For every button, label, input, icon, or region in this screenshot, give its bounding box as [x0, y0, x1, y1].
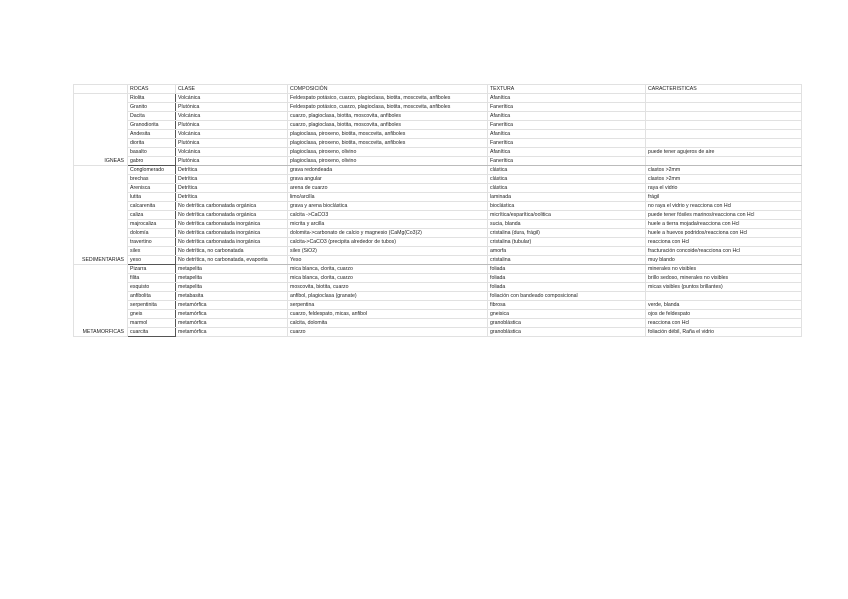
cell-textura: Fanerítica — [488, 157, 646, 166]
cell-caracteristicas: raya el vidrio — [646, 184, 802, 193]
table-row — [74, 121, 802, 130]
cell-clase: Detrítica — [176, 175, 288, 184]
cell-caracteristicas — [646, 292, 802, 301]
cell-caracteristicas: minerales no visibles — [646, 265, 802, 274]
cell-caracteristicas: fracturación concoide/reacciona con Hcl — [646, 247, 802, 256]
cell-clase: metapelita — [176, 265, 288, 274]
cell-clase: Detrítica — [176, 193, 288, 202]
table-row — [74, 148, 802, 157]
cell-caracteristicas: puede tener agujeros de aire — [646, 148, 802, 157]
cell-textura: Afanítica — [488, 94, 646, 103]
cell-rocas: cuarcita — [128, 328, 176, 337]
table-row — [74, 274, 802, 283]
cell-caracteristicas: huele a tierra mojada/reacciona con Hcl — [646, 220, 802, 229]
table-row — [74, 202, 802, 211]
cell-caracteristicas — [646, 94, 802, 103]
table-row — [74, 139, 802, 148]
table-row — [74, 175, 802, 184]
cell-composicion: cuarzo, plagioclasa, biotita, moscovita, anfiboles — [288, 121, 488, 130]
cell-textura: clástica — [488, 184, 646, 193]
cell-rocas: caliza — [128, 211, 176, 220]
cell-textura: gneisica — [488, 310, 646, 319]
cell-textura: Afanítica — [488, 148, 646, 157]
cell-caracteristicas — [646, 103, 802, 112]
cell-rocas: Pizarra — [128, 265, 176, 274]
header-cell-composicion: COMPOSICIÓN — [288, 85, 488, 94]
table-row — [74, 130, 802, 139]
cell-textura: granoblástica — [488, 328, 646, 337]
spreadsheet — [73, 84, 801, 337]
cell-caracteristicas: muy blando — [646, 256, 802, 265]
cell-rocas: gneis — [128, 310, 176, 319]
cell-composicion: calcita, dolomita — [288, 319, 488, 328]
cell-clase: No detrítica, no carbonatada, evaporita — [176, 256, 288, 265]
table-row — [74, 220, 802, 229]
cell-clase: Plutónica — [176, 157, 288, 166]
cell-composicion: calcita ->CaCO3 — [288, 211, 488, 220]
cell-rocas: anfibolita — [128, 292, 176, 301]
cell-composicion: serpentina — [288, 301, 488, 310]
cell-rocas: basalto — [128, 148, 176, 157]
cell-clase: No detrítica, no carbonatada — [176, 247, 288, 256]
header-cell-rocas: ROCAS — [128, 85, 176, 94]
cell-caracteristicas: frágil — [646, 193, 802, 202]
table-row — [74, 166, 802, 175]
cell-caracteristicas: verde, blanda — [646, 301, 802, 310]
cell-clase: Volcánica — [176, 130, 288, 139]
table-row — [74, 310, 802, 319]
cell-rocas: lutita — [128, 193, 176, 202]
table-row — [74, 328, 802, 337]
table-row — [74, 112, 802, 121]
cell-composicion: grava y arena bioclástica — [288, 202, 488, 211]
cell-textura: micrítica/esparítica/oolitica — [488, 211, 646, 220]
cell-clase: metabasita — [176, 292, 288, 301]
cell-rocas: Arenisca — [128, 184, 176, 193]
cell-clase: metapelita — [176, 283, 288, 292]
cell-clase: Volcánica — [176, 112, 288, 121]
cell-textura: Fanerítica — [488, 139, 646, 148]
cell-clase: Volcánica — [176, 94, 288, 103]
cell-textura: foliación con bandeado composicional — [488, 292, 646, 301]
cell-clase: Plutónica — [176, 121, 288, 130]
cell-textura: amorfa — [488, 247, 646, 256]
cell-rocas: majrocaliza — [128, 220, 176, 229]
cell-textura: cristalina — [488, 256, 646, 265]
cell-rocas: travertino — [128, 238, 176, 247]
cell-composicion: mica blanca, clorita, cuarzo — [288, 265, 488, 274]
cell-clase: No detrítica carbonatada orgánica — [176, 202, 288, 211]
cell-clase: metapelita — [176, 274, 288, 283]
table-row — [74, 256, 802, 265]
cell-composicion: anfibol, plagioclasa (granate) — [288, 292, 488, 301]
rock-table — [73, 84, 802, 337]
cell-clase: metamórfica — [176, 319, 288, 328]
cell-clase: No detrítica carbonatada inorgánica — [176, 238, 288, 247]
header-cell-textura: TEXTURA — [488, 85, 646, 94]
cell-textura: sucia, blanda — [488, 220, 646, 229]
table-row — [74, 229, 802, 238]
cell-caracteristicas — [646, 112, 802, 121]
cell-rocas: esquisto — [128, 283, 176, 292]
cell-caracteristicas: reacciona con Hcl — [646, 319, 802, 328]
cell-textura: clástica — [488, 175, 646, 184]
cell-clase: metamórfica — [176, 310, 288, 319]
group-label: SEDIMENTARIAS — [74, 166, 128, 265]
cell-composicion: grava angular — [288, 175, 488, 184]
table-body — [74, 94, 802, 337]
table-row — [74, 247, 802, 256]
cell-rocas: dolomía — [128, 229, 176, 238]
cell-textura: Fanerítica — [488, 121, 646, 130]
cell-clase: Detrítica — [176, 166, 288, 175]
cell-rocas: Conglomerado — [128, 166, 176, 175]
cell-textura: fibrosa — [488, 301, 646, 310]
cell-clase: metamórfica — [176, 328, 288, 337]
cell-textura: cristalina (dura, frágil) — [488, 229, 646, 238]
cell-rocas: Riolita — [128, 94, 176, 103]
cell-caracteristicas: huele a huevos podridos/reacciona con Hcl — [646, 229, 802, 238]
table-row — [74, 319, 802, 328]
header-row — [74, 85, 802, 94]
cell-textura: cristalina (tubular) — [488, 238, 646, 247]
cell-composicion: arena de cuarzo — [288, 184, 488, 193]
header-cell-group — [74, 85, 128, 94]
table-row — [74, 103, 802, 112]
cell-textura: Afanítica — [488, 130, 646, 139]
header-cell-clase: CLASE — [176, 85, 288, 94]
header-cell-caracteristicas: CARACTERISTICAS — [646, 85, 802, 94]
cell-rocas: brechas — [128, 175, 176, 184]
table-row — [74, 184, 802, 193]
cell-caracteristicas: no raya el vidrio y reacciona con Hcl — [646, 202, 802, 211]
table-row — [74, 94, 802, 103]
group-label: METAMORFICAS — [74, 265, 128, 337]
cell-textura: foliada — [488, 265, 646, 274]
cell-composicion: cuarzo, feldespato, micas, anfibol — [288, 310, 488, 319]
cell-caracteristicas: puede tener fósiles marinos/reacciona con Hcl — [646, 211, 802, 220]
cell-textura: foliada — [488, 274, 646, 283]
table-row — [74, 193, 802, 202]
cell-clase: Volcánica — [176, 148, 288, 157]
cell-clase: metamórfica — [176, 301, 288, 310]
cell-composicion: calcita->CaCO3 (precipita alrededor de tubos) — [288, 238, 488, 247]
cell-caracteristicas: ojos de feldespato — [646, 310, 802, 319]
cell-caracteristicas: clastos >2mm — [646, 175, 802, 184]
cell-clase: Detrítica — [176, 184, 288, 193]
cell-composicion: Feldespato potásico, cuarzo, plagioclasa, biotita, moscovita, anfiboles — [288, 103, 488, 112]
cell-textura: clástica — [488, 166, 646, 175]
cell-caracteristicas: foliación débil, Raña el vidrio — [646, 328, 802, 337]
cell-composicion: limo/arcilla — [288, 193, 488, 202]
table-row — [74, 157, 802, 166]
cell-composicion: moscovita, biotita, cuarzo — [288, 283, 488, 292]
cell-textura: Fanerítica — [488, 103, 646, 112]
cell-rocas: gabro — [128, 157, 176, 166]
table-row — [74, 301, 802, 310]
cell-clase: No detrítica carbonatada inorgánica — [176, 229, 288, 238]
cell-caracteristicas: clastos >2mm — [646, 166, 802, 175]
cell-composicion: grava redondeada — [288, 166, 488, 175]
cell-rocas: silex — [128, 247, 176, 256]
cell-composicion: Yeso — [288, 256, 488, 265]
cell-composicion: mica blanca, clorita, cuarzo — [288, 274, 488, 283]
table-row — [74, 238, 802, 247]
cell-rocas: Dacita — [128, 112, 176, 121]
table-row — [74, 283, 802, 292]
cell-textura: Afanítica — [488, 112, 646, 121]
cell-caracteristicas — [646, 121, 802, 130]
cell-textura: foliada — [488, 283, 646, 292]
cell-textura: bioclástica — [488, 202, 646, 211]
cell-caracteristicas — [646, 157, 802, 166]
cell-composicion: Feldespato potásico, cuarzo, plagioclasa, biotita, moscovita, anfiboles — [288, 94, 488, 103]
cell-rocas: yeso — [128, 256, 176, 265]
table-row — [74, 265, 802, 274]
cell-composicion: plagioclasa, piroxeno, biotita, moscovita, anfiboles — [288, 139, 488, 148]
cell-caracteristicas: micas visibles (puntos brillantes) — [646, 283, 802, 292]
cell-rocas: Andesita — [128, 130, 176, 139]
cell-clase: No detrítica carbonatada orgánica — [176, 211, 288, 220]
cell-composicion: dolomita->carbonato de calcio y magnesio (CaMg(Co3)2) — [288, 229, 488, 238]
cell-clase: No detrítica carbonatada inorgánica — [176, 220, 288, 229]
cell-rocas: filita — [128, 274, 176, 283]
cell-textura: granoblástica — [488, 319, 646, 328]
cell-caracteristicas — [646, 139, 802, 148]
cell-rocas: diorita — [128, 139, 176, 148]
cell-composicion: silex (SiO2) — [288, 247, 488, 256]
cell-composicion: plagioclasa, piroxeno, biotita, moscovita, anfiboles — [288, 130, 488, 139]
cell-caracteristicas: brillo sedoso, minerales no visibles — [646, 274, 802, 283]
cell-clase: Plutónica — [176, 103, 288, 112]
cell-composicion: plagioclasa, piroxeno, olivino — [288, 157, 488, 166]
cell-rocas: Granito — [128, 103, 176, 112]
cell-textura: laminada — [488, 193, 646, 202]
cell-rocas: calcarenita — [128, 202, 176, 211]
cell-composicion: cuarzo, plagioclasa, biotita, moscovita, anfiboles — [288, 112, 488, 121]
cell-rocas: marmol — [128, 319, 176, 328]
cell-rocas: serpentinita — [128, 301, 176, 310]
table-row — [74, 211, 802, 220]
cell-clase: Plutónica — [176, 139, 288, 148]
table-row — [74, 292, 802, 301]
cell-composicion: cuarzo — [288, 328, 488, 337]
cell-rocas: Granodiorita — [128, 121, 176, 130]
group-label: IGNEAS — [74, 94, 128, 166]
cell-composicion: micrita y arcilla — [288, 220, 488, 229]
cell-caracteristicas — [646, 130, 802, 139]
cell-composicion: plagioclasa, piroxeno, olivino — [288, 148, 488, 157]
cell-caracteristicas: reacciona con Hcl — [646, 238, 802, 247]
